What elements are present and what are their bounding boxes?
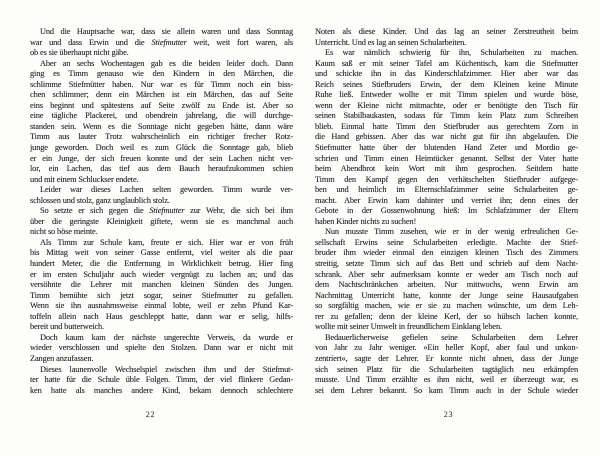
text-line: Timm den Kampf gegen den verhätschelten Stiefbruder aufgege- xyxy=(315,174,578,184)
text-line: Es war nämlich schwierig für ihn, Schularbeiten zu machen. xyxy=(325,48,578,58)
text-line: bruder ihm wieder einmal den einzigen kleinen Tisch des Zimmers xyxy=(315,248,578,258)
text-line: bis Mittag weit von seiner Gasse entfernt, viel weiter als die paar xyxy=(30,248,293,258)
text-line: musste. Und Timm erzählte es ihm nicht, weil er überzeugt war, es xyxy=(315,375,578,385)
right-page xyxy=(315,27,578,437)
page-number: 23 xyxy=(443,410,454,419)
text-line: macht. Aber Erwin kam dahinter und verriet ihn; denn eines der xyxy=(315,195,578,205)
text-line: schlossen und stolz, ganz unglaublich stolz. xyxy=(30,195,170,205)
page-number: 22 xyxy=(145,410,156,419)
text-line: Nun musste Timm zusehen, wie er in der wenig erfreulichen Ge- xyxy=(325,227,578,237)
text-line: Zangen anzufassen. xyxy=(30,353,94,363)
text-line: standen sein. Wenn es die Sonntage nicht gegeben hätte, dann wäre xyxy=(30,121,293,131)
emphasized-word: Stiefmutter xyxy=(149,206,185,216)
text-line: und mit einem Schluckser endete. xyxy=(30,174,139,184)
text-line: versöhnte die Lehrer mit manchen kleinen Sünden des Jungen. xyxy=(30,280,293,290)
emphasized-word: Stiefmutter xyxy=(151,37,187,47)
text-line: blieb. Einmal hatte Timm den Stiefbruder aus gerechtem Zorn in xyxy=(315,121,578,131)
text-line: junge geworden. Doch weil es zum Glück die Sonntage gab, blieb xyxy=(30,143,293,153)
text-line: wieder verschlossen und spielte den Stolzen. Dann war er nicht mit xyxy=(30,343,293,353)
text-line: so sorgfältig machen, wie er sie zu machen wünschte, um dem Leh- xyxy=(315,301,578,311)
text-line: Kaum saß er mit seiner Tafel am Küchentisch, kam die Stiefmutter xyxy=(315,58,578,68)
text-line: Reich seines Stiefbruders Erwin, der dem Kleinen keine Minute xyxy=(315,79,578,89)
text-line: schlimme Stiefmütter haben. Nur war es für Timm noch ein biss- xyxy=(30,79,293,89)
text-line: seinen Stabilbaukasten, sodass für Timm kein Platz zum Schreiben xyxy=(315,111,578,121)
text-line: und schickte ihn in das Kinderschlafzimmer. Hier aber war das xyxy=(315,69,578,79)
text-line: Wenn sie ihn ausnahmsweise einmal lobte, weil er zehn Pfund Kar- xyxy=(30,301,293,311)
text-line: dem Nachtschränkchen arbeiten. Nur mittwochs, wenn Erwin am xyxy=(315,280,578,290)
text-line: über die geringste Kleinigkeit giftete, wenn sie es manchmal auch xyxy=(30,216,293,226)
text-line: Als Timm zur Schule kam, freute er sich. Hier war er von früh xyxy=(40,237,293,247)
text-line: Und die Hauptsache war, dass sie allein waren und dass Sonntag xyxy=(40,27,293,36)
text-line: rer zu gefallen; denn der kleine Kerl, der so hübsch lachen konnte, xyxy=(315,311,578,321)
text-line: wenn der Kleine nicht mitmachte, oder er benötigte den Tisch für xyxy=(315,100,578,110)
text-line: So setzte er sich gegen die Stiefmutter zur Wehr, die sich bei ihm xyxy=(40,206,293,216)
text-line: chen schlimmer; denn ein Märchen ist ein Märchen, das auf Seite xyxy=(30,90,293,100)
left-page xyxy=(30,27,293,437)
text-line: ging es Timm genauso wie den Kindern in den Märchen, die xyxy=(30,69,293,79)
text-line: Dieses launenvolle Wechselspiel zwischen ihm und der Stiefmut- xyxy=(40,364,293,374)
text-line: von Jahr zu Jahr weniger. »Ein heller Kopf, aber faul und unkon- xyxy=(315,343,578,353)
text-line: ben und heimlich im Elternschlafzimmer seine Schularbeiten ge- xyxy=(315,185,578,195)
text-line: zentriert«, sagte der Lehrer. Er konnte nicht ahnen, dass der Junge xyxy=(315,353,578,363)
text-line: Timm bemühte sich jetzt sogar, seiner Stiefmutter zu gefallen. xyxy=(30,290,293,300)
text-line: nicht so böse meinte. xyxy=(30,227,98,237)
text-line: wollte mit seiner Umwelt in freundlichem Einklang leben. xyxy=(315,322,502,332)
text-line: Timm aus lauter Trotz wahrscheinlich ein richtiger frecher Rotz- xyxy=(30,132,293,142)
text-line: Nachmittag Unterricht hatte, konnte der Junge seine Hausaufgaben xyxy=(315,290,578,300)
text-line: Bedauerlicherweise gefielen seine Schularbeiten dem Lehrer xyxy=(325,332,578,342)
page-text xyxy=(30,27,293,396)
text-line: haben Kinder nichts zu suchen! xyxy=(315,216,417,226)
page-text xyxy=(315,27,578,396)
text-line: lor, ein Lachen, das tief aus dem Bauch heraufzukommen schien xyxy=(30,164,293,174)
text-line: Ruhe ließ. Entweder wollte er mit Timm spielen und wurde böse, xyxy=(315,90,578,100)
text-line: er im ersten Schuljahr auch wieder vergnügt zu lachen an; und das xyxy=(30,269,293,279)
text-line: ob es sie überhaupt nicht gäbe. xyxy=(30,48,129,58)
text-line: bereit und butterweich. xyxy=(30,322,104,332)
text-line: Aber an sechs Wochentagen gab es die beiden leider doch. Dann xyxy=(40,58,293,68)
text-line: ken hatte als manches andere Kind, bekam dennoch schlechtere xyxy=(30,385,293,395)
text-line: beim Abendbrot kein Wort mit ihm gesprochen. Seitdem hatte xyxy=(315,164,578,174)
text-line: schrank. Aber sehr aufmerksam konnte er weder am Tisch noch auf xyxy=(315,269,578,279)
text-line: Unterricht. Und es lag an seinen Schularbeiten. xyxy=(315,37,467,47)
text-line: war und dass Erwin und die Stiefmutter weit, weit fort waren, als xyxy=(30,37,293,47)
text-line: streitig, setzte Timm sich auf das Bett und schrieb auf dem Nacht- xyxy=(315,259,578,269)
text-line: eins beginnt und spätestens auf Seite zwölf zu Ende ist. Aber so xyxy=(30,100,293,110)
text-line: sich seinen Platz für die Schularbeiten tagtäglich neu erkämpfen xyxy=(315,364,578,374)
text-line: sellschaft Erwins seine Schularbeiten erledigte. Machte der Stief- xyxy=(315,237,578,247)
text-line: toffeln allein nach Haus geschleppt hatte, dann war er selig, hilfs- xyxy=(30,311,293,321)
text-line: sei dem Lehrer bekannt. So kam Timm auch in der Schule wieder xyxy=(315,385,578,395)
text-line: Gebote in der Gossenwohnung hieß: Im Schlafzimmer der Eltern xyxy=(315,206,578,216)
text-line: eine tägliche Plackerei, und obendrein jahrelang, die will durchge- xyxy=(30,111,293,121)
text-line: Leider war dieses Lachen selten geworden. Timm wurde ver- xyxy=(40,185,293,195)
text-line: hundert Meter, die die Entfernung in Wirklichkeit betrug. Hier fing xyxy=(30,259,293,269)
text-line: Noten als diese Kinder. Und das lag an seiner Zerstreutheit beim xyxy=(315,27,578,36)
text-line: die Hand gebissen. Aber das war nicht gut für ihn abgelaufen. Die xyxy=(315,132,578,142)
text-line: er ein Junge, der sich freuen konnte und der sein Lachen nicht ver- xyxy=(30,153,293,163)
text-line: Stiefmutter hatte über der blutenden Hand Zeter und Mordio ge- xyxy=(315,143,578,153)
text-line: ter hatte für die Schule üble Folgen. Timm, der viel flinkere Gedan- xyxy=(30,375,293,385)
text-line: schrien und Timm einen Heimtücker genannt. Selbst der Vater hatte xyxy=(315,153,578,163)
text-line: Doch kaum kam der nächste ungerechte Verweis, da wurde er xyxy=(40,332,293,342)
